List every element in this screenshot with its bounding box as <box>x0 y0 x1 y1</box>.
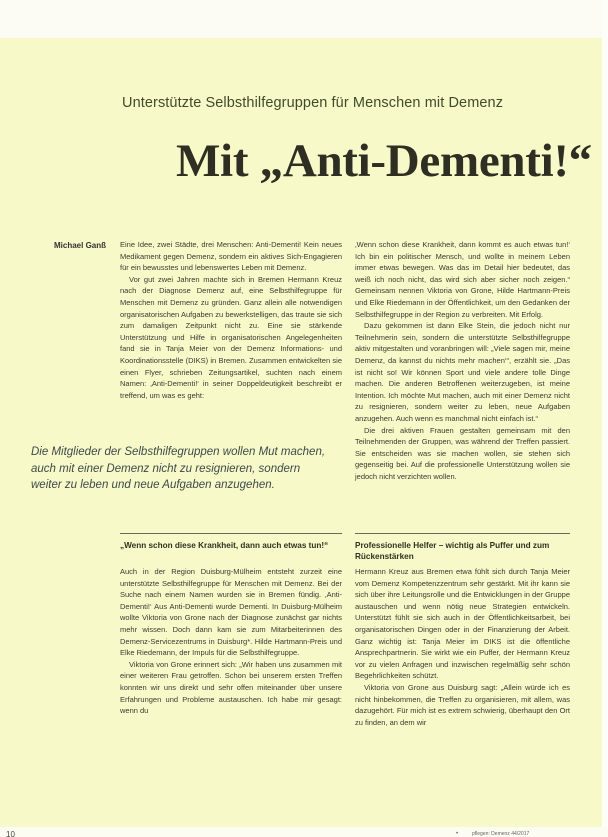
paragraph: Vor gut zwei Jahren machte sich in Bremen Hermann Kreuz nach der Diagnose Demenz auf, eine Selbsthilfegruppe für Menschen mit Demenz zu gründen. Ganz allein alle notwendigen organisatorischen Aufgaben zu bewerkstelligen, das traute sie sich zum damaligen Zeitpunkt nicht zu. Eine sie stärkende Unterstützung und Hilfe in organisatorischen Angelegenheiten fand sie in Tanja Meier von der Demenz Informations- und Koordinationsstelle (DIKS) in Bremen. Zusammen entwickelten sie einen Flyer, schrieben Zeitungsartikel, suchten nach einem Namen: ‚Anti-Dementi!‘ in seiner Doppeldeutigkeit beschreibt er treffend, um was es geht: <box>120 274 342 400</box>
section-rule-left <box>120 533 342 534</box>
article-author: Michael Ganß <box>54 241 107 250</box>
paragraph: ‚Wenn schon diese Krankheit, dann kommt es auch etwas tun!‘ Ich bin ein politischer Mensch, und wollte in meinem Leben immer etwas bewegen. Was das im Detail hier bedeutet, das weiß ich noch nicht, das wird sich aber sicher noch zeigen.“ Gemeinsam nennen Viktoria von Grone, Hilde Hartmann-Preis und Elke Riedemann in der Öffentlichkeit, um den Gedanken der Selbsthilfegruppe in der Region zu verbreiten. Mit Erfolg. <box>355 240 570 319</box>
footer-bullet-icon: • <box>456 831 459 837</box>
paragraph: Viktoria von Grone erinnert sich: „Wir haben uns zusammen mit einer weiteren Frau getroffen. Schon bei unserem ersten Treffen konnten wir uns direkt und sehr offen miteinander über unsere Erfahrungen und Probleme austauschen. Ich habe mir gesagt: wenn du <box>120 659 342 716</box>
right-margin <box>602 0 608 837</box>
paragraph: Auch in der Region Duisburg-Mülheim entsteht zurzeit eine unterstützte Selbsthilfegruppe für Menschen mit Demenz. Bei der Suche nach einem Namen wurden sie in Bremen fündig. ‚Anti-Dementi!‘ Aus Anti-Dementi wurde Dementi. In Duisburg-Mülheim wollte Viktoria von Grone nach der Diagnose zunächst gar nichts mehr wissen. Doch dann kam sie zum Mitarbeiterinnen des Demenz-Servicezentrums in Duisburg*. Hilde Hartmann-Preis und Elke Riedemann, der Impuls für die Selbsthilfegruppe. <box>120 567 342 658</box>
paragraph: Die drei aktiven Frauen gestalten gemeinsam mit den Teilnehmenden der Gruppen, was während der Treffen passiert. Sie entscheiden was sie machen wollen, sie stehen sich gegenseitig bei. Auf die professionelle Unterstützung wollen sie jedoch nicht verzichten wollen. <box>355 425 570 481</box>
body-column-1 <box>120 239 342 401</box>
paragraph: Dazu gekommen ist dann Elke Stein, die jedoch nicht nur Teilnehmerin sein, sondern die unterstützte Selbsthilfegruppe aktiv mitgestalten und voranbringen will: „Viele sagen mir, meine Demenz, da kannst du nichts mehr machen‘“, erzählt sie. „Das ist nicht so! Wir können Sport und viele andere tolle Dinge machen. Die anderen Betroffenen weiterzugeben, ist meine Intention. Ich möchte Mut machen, auch mit einer Demenz nicht zu resignieren, sondern weiter zu leben, neue Aufgaben anzugehen. Auch wenn es manchmal nicht einfach ist.“ <box>355 321 570 423</box>
article-subtitle: Unterstützte Selbsthilfegruppen für Menschen mit Demenz <box>122 95 504 111</box>
pull-quote: Die Mitglieder der Selbsthilfegruppen wollen Mut machen, auch mit einer Demenz nicht zu resignieren, sondern weiter zu leben und neue Aufgaben anzugehen. <box>31 446 326 491</box>
paragraph: Viktoria von Grone aus Duisburg sagt: „Allein würde ich es nicht hinbekommen, die Treffen zu organisieren, mit allem, was dazugehört. Für mich ist es extrem schwierig, überhaupt den Ort zu finden, an dem wir <box>355 682 570 727</box>
body-column-2 <box>355 239 570 482</box>
body-column-4 <box>355 566 570 728</box>
article-title: Mit „Anti-Dementi!“ <box>176 135 592 187</box>
page-number: 10 <box>6 830 15 837</box>
paragraph: Hermann Kreuz aus Bremen etwa fühlt sich durch Tanja Meier vom Demenz Kompetenzzentrum sehr gestärkt. Mit ihr kann sie sich über ihre Leitungsrolle und die Entwicklungen in der Gruppe austauschen und wenn nötig neue Strategien entwickeln. Unterstützt fühlt sie sich auch in der Öffentlichkeitsarbeit, bei organisatorischen Dingen oder in der Finanzierung der Arbeit. Ganz wichtig ist: Tanja Meier im DIKS ist die öffentliche Ansprechpartnerin. Sie wirkt wie ein Puffer, der Hermann Kreuz vor zu vielen Anfragen und inzwischen regelmäßig sehr schön Begehrlichkeiten schützt. <box>355 567 570 681</box>
section-heading-left: „Wenn schon diese Krankheit, dann auch etwas tun!“ <box>120 541 329 550</box>
top-margin <box>0 0 608 38</box>
section-heading-right: Professionelle Helfer – wichtig als Puffer und zum Rückenstärken <box>355 541 550 561</box>
paragraph: Eine Idee, zwei Städte, drei Menschen: Anti-Dementi! Kein neues Medikament gegen Demenz, sondern ein aktives Sich-Engagieren für ein bewusstes und lebenswertes Leben mit Demenz. <box>120 240 342 273</box>
body-column-3 <box>120 566 342 717</box>
journal-footer: pflegen: Demenz 44/2017 <box>472 831 530 837</box>
section-rule-right <box>355 533 570 534</box>
